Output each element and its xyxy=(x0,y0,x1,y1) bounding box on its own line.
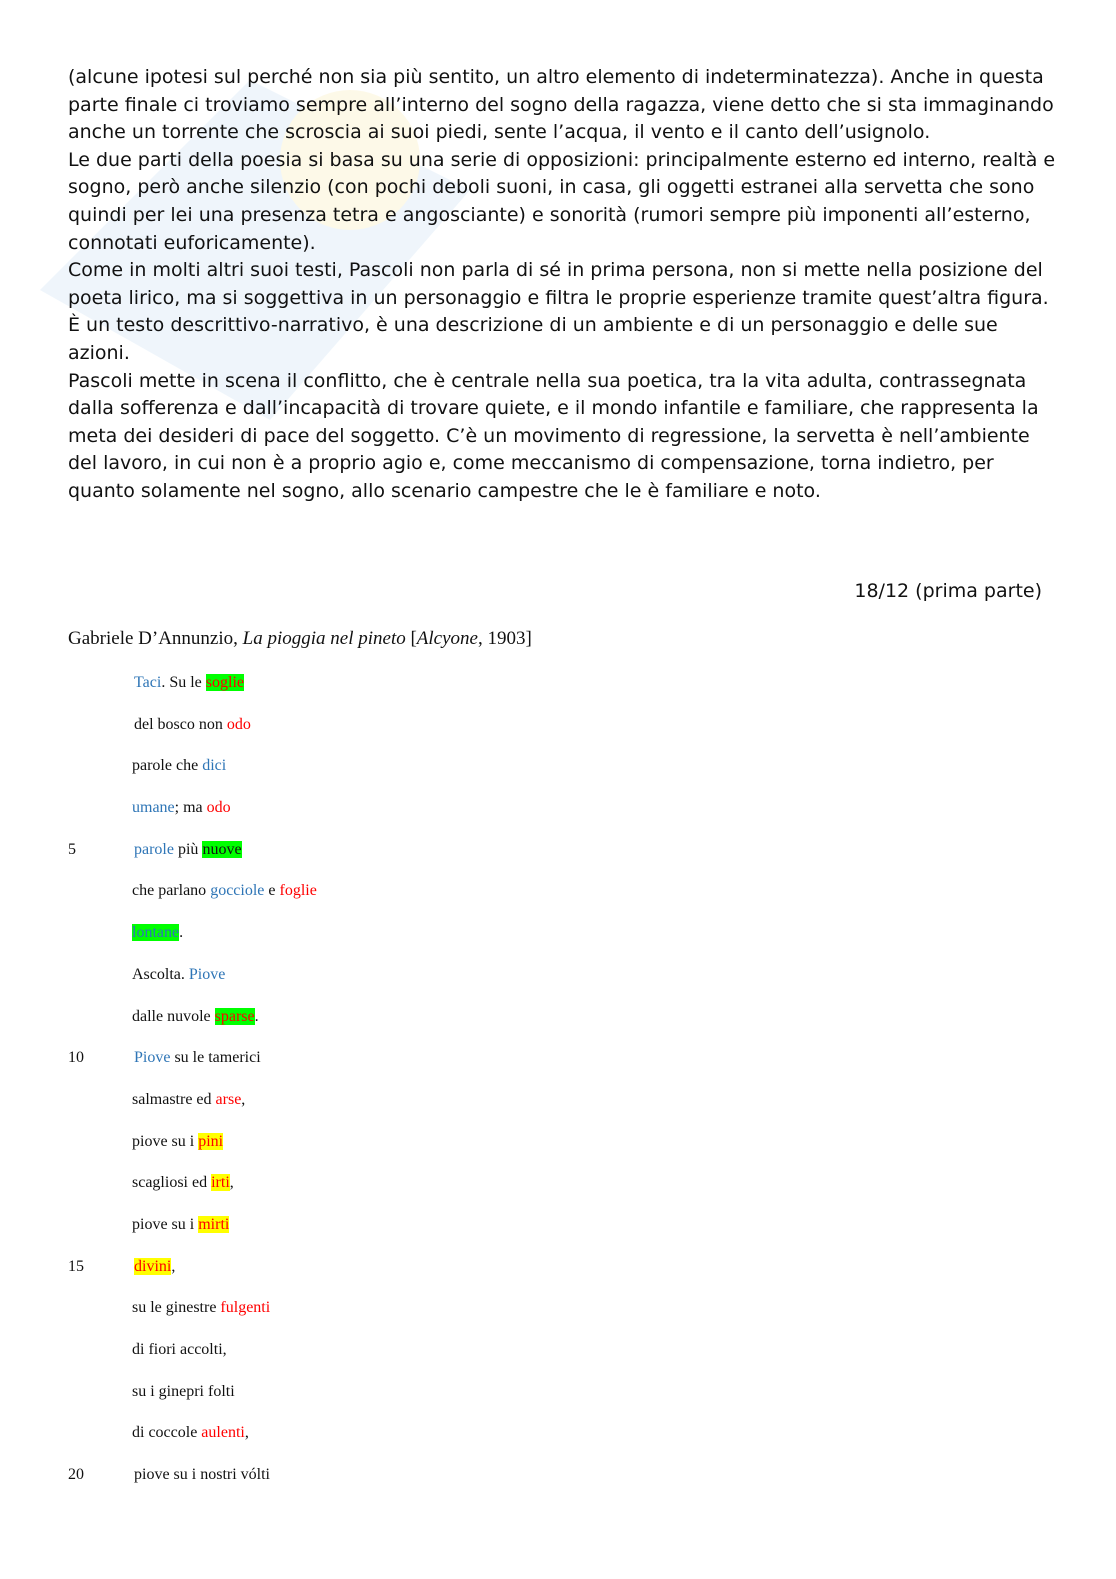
verse-word: odo xyxy=(226,715,251,733)
verse-word: dici xyxy=(202,757,227,775)
verse-text xyxy=(132,1216,229,1234)
verse-text xyxy=(134,674,244,692)
verse-text xyxy=(134,1466,270,1484)
verse-text xyxy=(134,1258,175,1276)
date-note: 18/12 (prima parte) xyxy=(854,580,1042,602)
verse-text xyxy=(132,1341,227,1359)
poem-year: , 1903] xyxy=(477,628,532,649)
verse-word: fulgenti xyxy=(220,1299,271,1317)
verse-word: mirti xyxy=(198,1215,230,1233)
verse-text xyxy=(134,716,251,734)
verse-word: soglie xyxy=(205,674,244,691)
verse-text xyxy=(134,1049,261,1067)
verse-word: Piove xyxy=(134,1049,171,1067)
verse-text xyxy=(132,799,231,817)
verse-text xyxy=(132,1174,234,1192)
verse-word: irti xyxy=(211,1174,230,1192)
verse-line xyxy=(0,1379,1116,1421)
verse-line xyxy=(0,1212,1116,1254)
verse-word: , xyxy=(171,1257,176,1275)
verse-word: e xyxy=(264,882,280,900)
verse-line xyxy=(0,670,1116,712)
verse-text xyxy=(132,1383,235,1401)
verse-word: foglie xyxy=(279,882,317,900)
verse-word: piove su i nostri vólti xyxy=(134,1466,270,1484)
verse-word: , xyxy=(229,1174,234,1192)
poem-title xyxy=(68,628,532,650)
verse-word: , xyxy=(241,1090,246,1108)
verse-text xyxy=(134,841,242,859)
verse-text xyxy=(132,1008,259,1026)
verse-word: lontane xyxy=(132,924,180,942)
verse-word: parole xyxy=(134,840,174,858)
verse-word: piove su i xyxy=(132,1132,199,1150)
prose-paragraph: Le due parti della poesia si basa su una serie di opposizioni: principalmente esterno ed interno, realtà e sogno, però anche silenzio (con pochi deboli suoni, in casa, gli oggetti estranei alla servetta che sono quindi per lei una presenza tetra e angosciante) e sonorità (rumori sempre più imponenti all’esterno, connotati euforicamente). xyxy=(68,148,1056,254)
verse-text xyxy=(132,966,225,984)
verse-number: 10 xyxy=(68,1049,84,1067)
verse-number: 15 xyxy=(68,1257,84,1275)
verse-word: piove su i xyxy=(132,1215,199,1233)
verse-word: . Su le xyxy=(161,674,206,691)
verse-word: nuove xyxy=(202,840,242,858)
verse-line xyxy=(0,1004,1116,1046)
poem-work-title: La pioggia nel pineto xyxy=(242,628,406,649)
verse-word: ; ma xyxy=(174,799,207,817)
verse-number: 5 xyxy=(68,840,76,858)
verse-word: su i ginepri folti xyxy=(132,1382,235,1400)
verse-number: 20 xyxy=(68,1466,84,1484)
verse-word: parole che xyxy=(132,757,203,775)
prose-paragraph: Pascoli mette in scena il conflitto, che è centrale nella sua poetica, tra la vita adulta, contrassegnata dalla sofferenza e dall’incapacità di trovare quiete, e il mondo infantile e familiare, che rappresenta la meta dei desideri di pace del soggetto. C’è un movimento di regressione, la servetta è nell’ambiente del lavoro, in cui non è a proprio agio e, come meccanismo di compensazione, torna indietro, per quanto solamente nel sogno, allo scenario campestre che le è familiare e noto. xyxy=(68,369,1039,502)
verse-word: Piove xyxy=(188,965,226,983)
verse-word: del bosco non xyxy=(134,715,227,733)
poem-verses xyxy=(0,670,1116,1504)
verse-word: , xyxy=(244,1424,249,1442)
verse-word: aulenti xyxy=(201,1424,245,1442)
verse-word: su le ginestre xyxy=(132,1299,221,1317)
verse-word: più xyxy=(173,840,203,858)
verse-word: Ascolta. xyxy=(132,965,189,983)
verse-text xyxy=(132,1299,270,1317)
verse-word: . xyxy=(254,1007,259,1025)
verse-line xyxy=(0,920,1116,962)
verse-line xyxy=(0,1087,1116,1129)
verse-word: che parlano xyxy=(132,882,211,900)
verse-line xyxy=(0,962,1116,1004)
verse-line xyxy=(0,753,1116,795)
verse-text xyxy=(132,1424,249,1442)
verse-text xyxy=(132,1091,245,1109)
verse-line xyxy=(0,878,1116,920)
verse-line xyxy=(0,1045,1116,1087)
verse-line xyxy=(0,1295,1116,1337)
poem-collection: Alcyone xyxy=(416,628,478,649)
verse-line xyxy=(0,1420,1116,1462)
verse-line xyxy=(0,1129,1116,1171)
verse-line xyxy=(0,1170,1116,1212)
poem-bracket-open: [ xyxy=(405,628,417,649)
verse-text xyxy=(132,882,317,900)
verse-word: di coccole xyxy=(132,1424,202,1442)
verse-word: gocciole xyxy=(210,882,265,900)
verse-word: pini xyxy=(198,1132,224,1150)
verse-line xyxy=(0,1254,1116,1296)
poem-author: Gabriele D’Annunzio, xyxy=(68,628,243,649)
verse-word: odo xyxy=(206,799,231,817)
verse-line xyxy=(0,837,1116,879)
verse-word: di fiori accolti, xyxy=(132,1341,227,1358)
verse-line xyxy=(0,1462,1116,1504)
verse-word: dalle nuvole xyxy=(132,1007,215,1025)
verse-text xyxy=(132,1133,223,1151)
verse-line xyxy=(0,795,1116,837)
verse-line xyxy=(0,712,1116,754)
verse-word: arse xyxy=(215,1090,242,1108)
verse-word: . xyxy=(179,924,184,942)
verse-text xyxy=(132,924,183,942)
verse-word: umane xyxy=(132,799,175,817)
verse-word: salmastre ed xyxy=(132,1090,216,1108)
verse-word: su le tamerici xyxy=(170,1049,261,1067)
prose-section xyxy=(68,64,1058,506)
verse-text xyxy=(132,757,226,775)
verse-word: sparse xyxy=(214,1007,255,1025)
verse-line xyxy=(0,1337,1116,1379)
prose-paragraph: Come in molti altri suoi testi, Pascoli non parla di sé in prima persona, non si mette nella posizione del poeta lirico, ma si soggettiva in un personaggio e filtra le proprie esperienze tramite quest’altra figura. È un testo descrittivo-narrativo, è una descrizione di un ambiente e di un personaggio e delle sue azioni. xyxy=(68,259,1049,364)
verse-word: Taci xyxy=(134,674,162,691)
verse-word: divini xyxy=(134,1257,172,1275)
prose-paragraph: (alcune ipotesi sul perché non sia più sentito, un altro elemento di indeterminatezza). Anche in questa parte finale ci troviamo sempre all’interno del sogno della ragazza, viene detto che si sta immaginando anche un torrente che scroscia ai suoi piedi, sente l’acqua, il vento e il canto dell’usignolo. xyxy=(68,66,1054,144)
verse-word: scagliosi ed xyxy=(132,1174,212,1192)
